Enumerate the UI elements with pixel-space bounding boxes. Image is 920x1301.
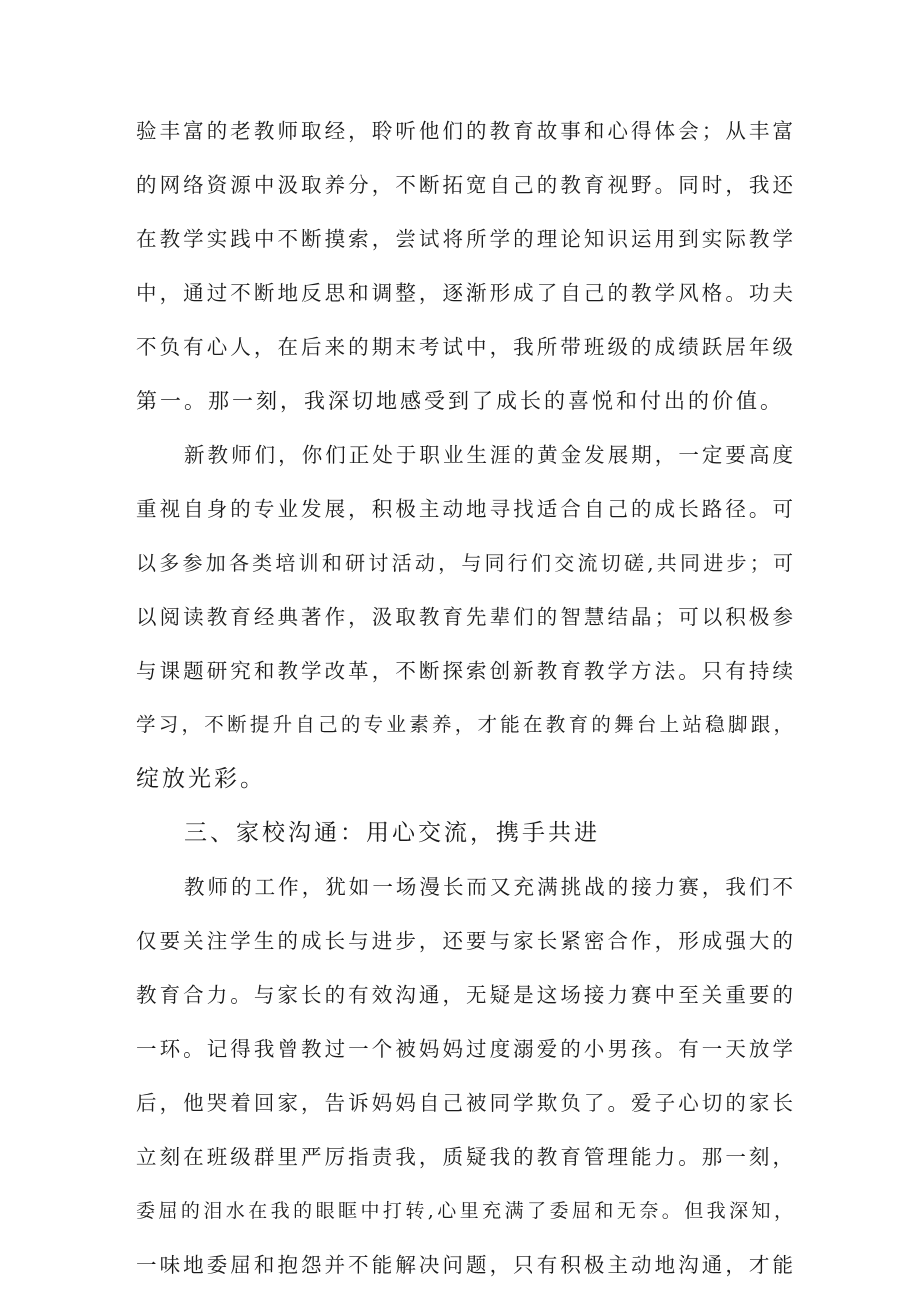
text-line: 不负有心人，在后来的期末考试中，我所带班级的成绩跃居年级: [136, 335, 796, 359]
text-line: 在教学实践中不断摸索，尝试将所学的理论知识运用到实际教学: [136, 227, 796, 251]
text-line: 后，他哭着回家，告诉妈妈自己被同学欺负了。爱子心切的家长: [136, 1091, 796, 1115]
text-line: 重视自身的专业发展，积极主动地寻找适合自己的成长路径。可: [136, 497, 796, 521]
text-line: 验丰富的老教师取经，聆听他们的教育故事和心得体会；从丰富: [136, 119, 796, 143]
section-heading: 三、家校沟通：用心交流，携手共进: [184, 820, 600, 846]
text-line: 第一。那一刻，我深切地感受到了成长的喜悦和付出的价值。: [136, 389, 784, 413]
text-line: 学习，不断提升自己的专业素养，才能在教育的舞台上站稳脚跟，: [136, 713, 796, 736]
text-line: 以多参加各类培训和研讨活动，与同行们交流切磋,共同进步；可: [136, 551, 796, 575]
text-line: 教育合力。与家长的有效沟通，无疑是这场接力赛中至关重要的: [136, 983, 796, 1007]
text-line: 的网络资源中汲取养分，不断拓宽自己的教育视野。同时，我还: [136, 173, 796, 197]
text-line: 立刻在班级群里严厉指责我，质疑我的教育管理能力。那一刻，: [136, 1145, 796, 1169]
text-line: 一味地委屈和抱怨并不能解决问题，只有积极主动地沟通，才能: [136, 1253, 796, 1277]
paragraph-first-line: 教师的工作，犹如一场漫长而又充满挑战的接力赛，我们不: [184, 875, 796, 899]
text-line: 仅要关注学生的成长与进步，还要与家长紧密合作，形成强大的: [136, 929, 796, 953]
paragraph-first-line: 新教师们，你们正处于职业生涯的黄金发展期，一定要高度: [184, 443, 796, 467]
text-line: 中，通过不断地反思和调整，逐渐形成了自己的教学风格。功夫: [136, 281, 796, 305]
text-line: 以阅读教育经典著作，汲取教育先辈们的智慧结晶；可以积极参: [136, 605, 796, 629]
text-line: 一环。记得我曾教过一个被妈妈过度溺爱的小男孩。有一天放学: [136, 1037, 796, 1061]
text-line: 绽放光彩。: [136, 766, 266, 792]
text-line: 与课题研究和教学改革，不断探索创新教育教学方法。只有持续: [136, 659, 796, 683]
text-line: 委屈的泪水在我的眼眶中打转,心里充满了委屈和无奈。但我深知，: [136, 1200, 796, 1222]
